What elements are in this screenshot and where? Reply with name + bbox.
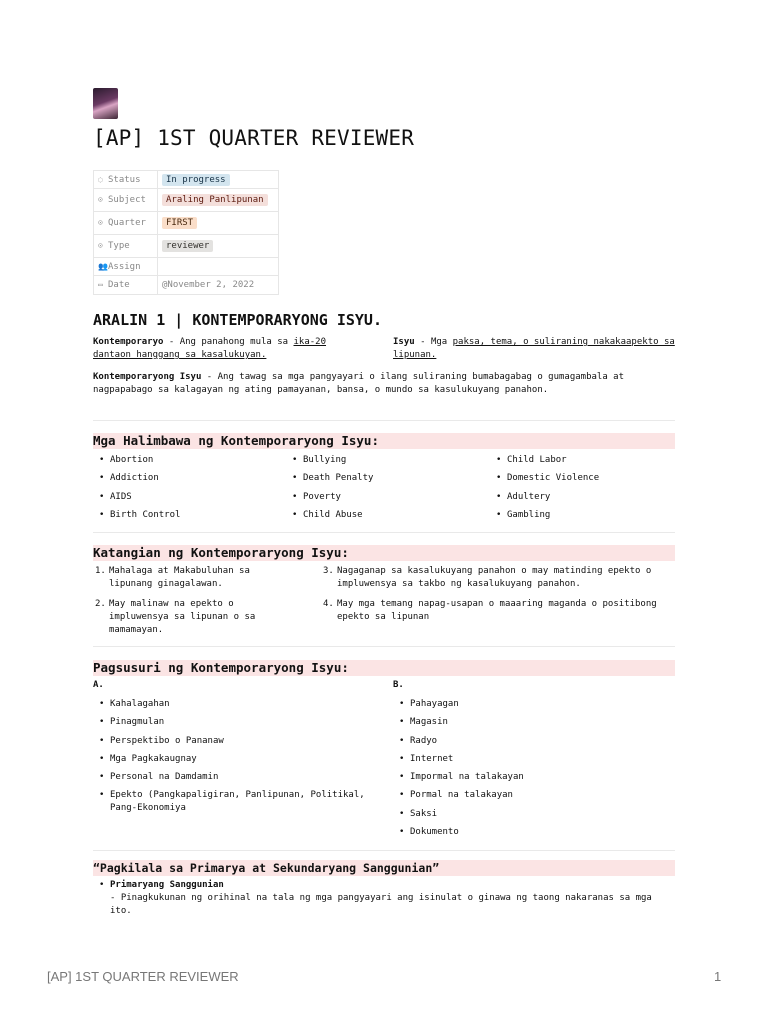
katangian-heading: Katangian ng Kontemporaryong Isyu: bbox=[93, 545, 675, 561]
list-item: • Saksi bbox=[393, 808, 675, 821]
item-text: May mga temang napag-usapan o maaaring maganda o positibong epekto sa lipunan bbox=[337, 599, 657, 622]
list-item: • Pinagmulan bbox=[93, 716, 383, 729]
numbered-item bbox=[321, 598, 675, 624]
property-value[interactable] bbox=[158, 212, 279, 235]
property-key bbox=[94, 258, 158, 276]
list-item: • AIDS bbox=[93, 491, 283, 509]
property-value[interactable] bbox=[158, 276, 279, 295]
property-row-subject[interactable] bbox=[94, 189, 279, 212]
property-row-assign[interactable] bbox=[94, 258, 279, 276]
definition-underlined: ika-20 dantaon hanggang sa kasalukuyan. bbox=[93, 337, 327, 360]
list-item: • Personal na Damdamin bbox=[93, 771, 383, 784]
definition-underlined: paksa, tema, o suliraning nakakaapekto sa lipunan. bbox=[393, 337, 675, 360]
list-item: • Abortion bbox=[93, 454, 283, 472]
divider bbox=[93, 532, 675, 533]
katangian-list-right bbox=[321, 565, 675, 631]
pagsusuri-a-label: A. bbox=[93, 680, 104, 690]
list-item: • Child Labor bbox=[490, 454, 675, 472]
list-item: • Impormal na talakayan bbox=[393, 771, 675, 784]
list-item: • Mga Pagkakaugnay bbox=[93, 753, 383, 766]
definition-kontemporaryong-isyu bbox=[93, 371, 675, 397]
primaryang-sanggunian-desc: - Pinagkukunan ng orihinal na tala ng mga pangyayari ang isinulat o ginawa ng taong nakaranas sa mga ito. bbox=[110, 893, 652, 916]
pagsusuri-b-label: B. bbox=[393, 680, 404, 690]
list-item: • Magasin bbox=[393, 716, 675, 729]
list-item: • Poverty bbox=[286, 491, 476, 509]
halimbawa-list-col2 bbox=[286, 454, 476, 527]
definition-text: - Mga bbox=[414, 337, 453, 347]
list-item: • Perspektibo o Pananaw bbox=[93, 735, 383, 748]
halimbawa-heading: Mga Halimbawa ng Kontemporaryong Isyu: bbox=[93, 433, 675, 449]
property-key bbox=[94, 212, 158, 235]
property-chip: reviewer bbox=[162, 240, 213, 252]
status-icon: ◌ bbox=[98, 174, 103, 184]
item-text: Nagaganap sa kasalukuyang panahon o may matinding epekto o impluwensya sa takbo ng kasalukuyang panahon. bbox=[337, 566, 652, 589]
footer-page-number: 1 bbox=[714, 969, 722, 984]
list-item: • Birth Control bbox=[93, 509, 283, 527]
list-item: • Pormal na talakayan bbox=[393, 789, 675, 802]
properties-table bbox=[93, 170, 279, 295]
divider bbox=[93, 646, 675, 647]
primaryang-sanggunian-label: • Primaryang Sanggunian bbox=[93, 879, 675, 892]
item-number: 3. bbox=[323, 566, 334, 576]
property-key bbox=[94, 276, 158, 295]
list-item: • Epekto (Pangkapaligiran, Panlipunan, Politikal, Pang-Ekonomiya bbox=[93, 789, 383, 815]
footer-title: [AP] 1ST QUARTER REVIEWER bbox=[47, 969, 239, 984]
sanggunian-heading: “Pagkilala sa Primarya at Sekundaryang Sanggunian” bbox=[93, 860, 675, 876]
aralin-heading: ARALIN 1 | KONTEMPORARYONG ISYU. bbox=[93, 311, 382, 329]
list-item: • Death Penalty bbox=[286, 472, 476, 490]
item-text: Mahalaga at Makabuluhan sa lipunang ginagalawan. bbox=[109, 566, 250, 589]
property-value[interactable] bbox=[158, 235, 279, 258]
calendar-icon: ▭ bbox=[98, 280, 103, 289]
term-kontemporaryo: Kontemporaryo bbox=[93, 337, 164, 347]
halimbawa-list-col1 bbox=[93, 454, 283, 527]
property-value[interactable] bbox=[158, 258, 279, 276]
page-title: [AP] 1ST QUARTER REVIEWER bbox=[93, 126, 415, 150]
item-number: 1. bbox=[95, 566, 106, 576]
term-isyu: Isyu bbox=[393, 337, 415, 347]
list-item: • Radyo bbox=[393, 735, 675, 748]
property-key-label: Subject bbox=[108, 195, 146, 205]
numbered-item bbox=[93, 598, 293, 637]
assign-icon: 👥 bbox=[98, 261, 108, 271]
item-number: 4. bbox=[323, 599, 334, 609]
definition-text: - Ang panahong mula sa bbox=[163, 337, 294, 347]
list-item: • Gambling bbox=[490, 509, 675, 527]
property-key bbox=[94, 189, 158, 212]
property-key-label: Status bbox=[108, 174, 141, 185]
katangian-list-left bbox=[93, 565, 293, 644]
property-row-date[interactable] bbox=[94, 276, 279, 295]
quarter-icon: ⊙ bbox=[98, 218, 103, 227]
property-chip: In progress bbox=[162, 174, 230, 186]
list-item: • Domestic Violence bbox=[490, 472, 675, 490]
list-item: • Kahalagahan bbox=[93, 698, 383, 711]
property-value[interactable] bbox=[158, 171, 279, 189]
definition-text: - Ang tawag sa mga pangyayari o ilang suliraning bumabagabag o gumagambala at nagpapabago sa kalagayan ng ating pamayanan, bansa, o mundo sa kasulukuyang panahon. bbox=[93, 372, 625, 395]
property-key-label: Date bbox=[108, 280, 130, 290]
list-item: • Bullying bbox=[286, 454, 476, 472]
subject-icon: ⊙ bbox=[98, 195, 103, 204]
property-key bbox=[94, 171, 158, 189]
pagsusuri-b-list bbox=[393, 698, 675, 844]
pagsusuri-heading: Pagsusuri ng Kontemporaryong Isyu: bbox=[93, 660, 675, 676]
property-key-label: Quarter bbox=[108, 218, 146, 228]
item-number: 2. bbox=[95, 599, 106, 609]
property-chip: FIRST bbox=[162, 217, 197, 229]
divider bbox=[93, 850, 675, 851]
list-item: • Dokumento bbox=[393, 826, 675, 839]
divider bbox=[93, 420, 675, 421]
page-icon-avatar bbox=[93, 88, 118, 119]
primaryang-sanggunian bbox=[93, 879, 675, 918]
halimbawa-list-col3 bbox=[490, 454, 675, 527]
property-row-type[interactable] bbox=[94, 235, 279, 258]
property-chip: Araling Panlipunan bbox=[162, 194, 268, 206]
list-item: • Addiction bbox=[93, 472, 283, 490]
property-row-status[interactable] bbox=[94, 171, 279, 189]
item-text: May malinaw na epekto o impluwensya sa lipunan o sa mamamayan. bbox=[109, 599, 256, 635]
property-key-label: Assign bbox=[108, 261, 141, 272]
list-item: • Child Abuse bbox=[286, 509, 476, 527]
type-icon: ⊙ bbox=[98, 241, 103, 250]
numbered-item bbox=[93, 565, 293, 591]
date-value: @November 2, 2022 bbox=[162, 280, 255, 290]
term-kontemporaryong-isyu: Kontemporaryong Isyu bbox=[93, 372, 202, 382]
list-item: • Adultery bbox=[490, 491, 675, 509]
list-item: • Internet bbox=[393, 753, 675, 766]
property-row-quarter[interactable] bbox=[94, 212, 279, 235]
property-key bbox=[94, 235, 158, 258]
definition-kontemporaryo bbox=[93, 336, 353, 362]
definition-isyu bbox=[393, 336, 675, 362]
list-item: • Pahayagan bbox=[393, 698, 675, 711]
property-value[interactable] bbox=[158, 189, 279, 212]
pagsusuri-a-list bbox=[93, 698, 383, 821]
property-key-label: Type bbox=[108, 241, 130, 251]
numbered-item bbox=[321, 565, 675, 591]
